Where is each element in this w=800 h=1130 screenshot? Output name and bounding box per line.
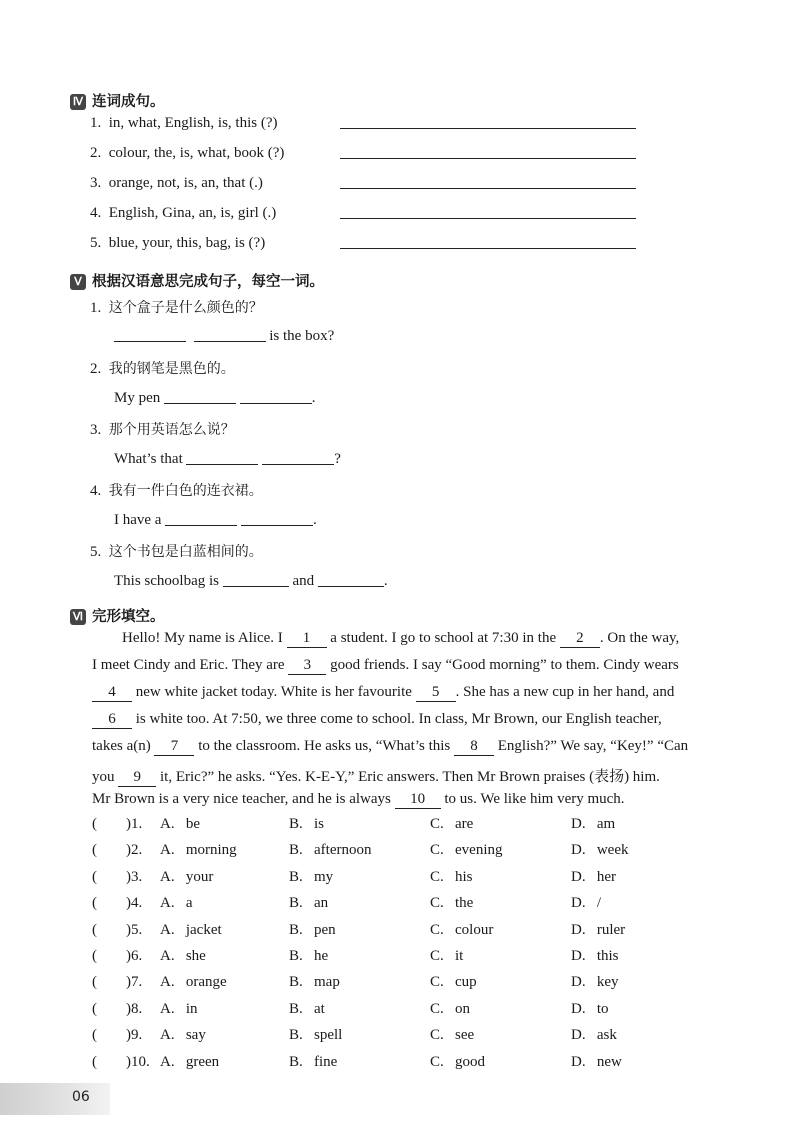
passage-text: English?” We say, “Key!” “Can — [497, 738, 689, 754]
passage-text: . She has a new cup in her hand, and — [455, 684, 675, 700]
fill-blank[interactable] — [223, 572, 289, 587]
option-letter: A. — [160, 1027, 175, 1044]
passage-text: . On the way, — [599, 630, 680, 646]
option-text: am — [596, 816, 616, 832]
option-letter: B. — [289, 974, 303, 991]
option-c[interactable] — [430, 948, 463, 965]
option-text: her — [596, 868, 616, 885]
section-5-numeral: Ⅴ — [70, 274, 86, 290]
sentence-start: I have a — [114, 512, 162, 528]
answer-line-4[interactable] — [340, 218, 636, 219]
answer-bracket[interactable]: ( — [92, 868, 97, 885]
item-text: English, Gina, an, is, girl (.) — [108, 205, 277, 221]
option-text: jacket — [185, 921, 222, 938]
option-text: / — [596, 895, 602, 912]
passage-line-4 — [92, 711, 662, 729]
item-number: 1. — [90, 300, 102, 316]
passage-text: a student. I go to school at 7:30 in the — [330, 630, 557, 646]
answer-bracket[interactable]: ( — [92, 895, 97, 912]
question-number: )5. — [126, 921, 143, 938]
question-number: )3. — [126, 868, 143, 885]
blank-7[interactable]: 7 — [154, 738, 194, 756]
option-letter: C. — [430, 868, 444, 885]
section-6-numeral: Ⅵ — [70, 609, 86, 625]
option-d[interactable] — [571, 1054, 622, 1071]
option-b[interactable] — [289, 974, 340, 991]
option-letter: D. — [571, 895, 586, 912]
passage-text: new white jacket today. White is her favourite — [135, 684, 412, 700]
blank-2[interactable]: 2 — [560, 630, 600, 648]
passage-line-3 — [92, 684, 674, 702]
item-number: 1. — [90, 115, 102, 131]
option-letter: C. — [430, 948, 444, 964]
fill-blank[interactable] — [114, 327, 186, 342]
option-text: colour — [455, 921, 494, 938]
option-letter: D. — [571, 816, 586, 832]
option-c[interactable] — [430, 869, 473, 886]
option-d[interactable] — [571, 922, 625, 939]
item-text: orange, not, is, an, that (.) — [108, 175, 263, 191]
passage-text: takes a(n) — [92, 738, 151, 754]
option-d[interactable] — [571, 948, 619, 965]
option-letter: C. — [430, 921, 444, 938]
option-letter: D. — [571, 921, 586, 938]
s4-item-3 — [90, 175, 263, 192]
answer-bracket[interactable]: ( — [92, 816, 97, 832]
option-text: is — [314, 816, 325, 832]
answer-line-1[interactable] — [340, 128, 636, 129]
option-text: his — [455, 868, 473, 885]
question-number: )4. — [126, 895, 143, 912]
fill-blank[interactable] — [262, 450, 334, 465]
option-text: on — [455, 1000, 471, 1017]
option-letter: A. — [160, 842, 175, 859]
blank-4[interactable]: 4 — [92, 684, 132, 702]
option-letter: C. — [430, 1053, 444, 1070]
option-b[interactable] — [289, 1054, 337, 1071]
answer-bracket[interactable]: ( — [92, 842, 97, 859]
option-letter: D. — [571, 842, 586, 859]
option-b[interactable] — [289, 1001, 325, 1018]
option-d[interactable] — [571, 974, 619, 991]
answer-bracket[interactable]: ( — [92, 948, 97, 964]
blank-10[interactable]: 10 — [395, 791, 441, 809]
answer-line-3[interactable] — [340, 188, 636, 189]
option-d[interactable] — [571, 1027, 617, 1044]
passage-line-6 — [92, 765, 660, 787]
answer-bracket[interactable]: ( — [92, 1053, 97, 1070]
question-number: )2. — [126, 842, 143, 859]
blank-8[interactable]: 8 — [454, 738, 494, 756]
option-c[interactable] — [430, 974, 477, 991]
fill-blank[interactable] — [186, 450, 258, 465]
option-b[interactable] — [289, 869, 333, 886]
sentence-middle: and — [292, 573, 315, 589]
answer-bracket[interactable]: ( — [92, 1000, 97, 1017]
option-a[interactable] — [160, 948, 206, 965]
s5-item-2-en — [114, 389, 316, 407]
fill-blank[interactable] — [194, 327, 266, 342]
option-letter: B. — [289, 895, 303, 912]
option-c[interactable] — [430, 1054, 485, 1071]
option-d[interactable] — [571, 895, 601, 912]
sentence-end: . — [312, 512, 317, 528]
option-text: evening — [455, 842, 503, 859]
item-number: 3. — [90, 175, 102, 191]
sentence-start: What’s that — [114, 451, 183, 467]
passage-line-7 — [92, 791, 625, 809]
option-letter: A. — [160, 816, 175, 832]
option-c[interactable] — [430, 816, 473, 833]
option-text: in — [185, 1000, 198, 1017]
option-a[interactable] — [160, 1054, 219, 1071]
option-d[interactable] — [571, 869, 616, 886]
passage-text: Hello! My name is Alice. I — [122, 630, 283, 646]
item-number: 5. — [90, 235, 102, 251]
option-c[interactable] — [430, 1001, 470, 1018]
s5-item-3-en — [114, 450, 341, 468]
option-letter: B. — [289, 816, 303, 832]
answer-bracket[interactable]: ( — [92, 921, 97, 938]
option-text: fine — [314, 1053, 338, 1070]
option-b[interactable] — [289, 816, 324, 833]
chinese-prompt: 那个用英语怎么说？ — [108, 422, 235, 438]
passage-text: to the classroom. He asks us, “What’s this — [198, 738, 451, 754]
option-text: be — [185, 816, 201, 832]
option-letter: B. — [289, 948, 303, 964]
option-b[interactable] — [289, 922, 336, 939]
option-a[interactable] — [160, 895, 193, 912]
option-a[interactable] — [160, 842, 237, 859]
footer-band — [0, 1083, 110, 1115]
option-letter: B. — [289, 842, 303, 859]
s4-item-5 — [90, 235, 265, 252]
option-text: new — [596, 1053, 622, 1070]
option-text: see — [455, 1027, 475, 1044]
option-letter: A. — [160, 895, 175, 912]
option-letter: C. — [430, 895, 444, 912]
section-5-title: 根据汉语意思完成句子，每空一词。 — [92, 274, 324, 290]
s5-item-1-en — [114, 327, 334, 345]
answer-bracket[interactable]: ( — [92, 1027, 97, 1044]
s5-item-3-cn — [90, 419, 235, 439]
s5-item-5-cn — [90, 541, 263, 561]
option-letter: D. — [571, 1027, 586, 1044]
chinese-prompt: 这个书包是白蓝相间的。 — [108, 544, 263, 560]
option-d[interactable] — [571, 842, 629, 859]
option-letter: B. — [289, 1000, 303, 1017]
option-text: my — [314, 868, 334, 885]
option-b[interactable] — [289, 895, 328, 912]
option-text: your — [185, 868, 214, 885]
blank-6[interactable]: 6 — [92, 711, 132, 729]
chinese-prompt: 我的钢笔是黑色的。 — [108, 361, 235, 377]
question-number: )1. — [126, 816, 143, 832]
question-number: )9. — [126, 1027, 143, 1044]
item-text: blue, your, this, bag, is (?) — [108, 235, 266, 251]
option-d[interactable] — [571, 1001, 609, 1018]
option-a[interactable] — [160, 816, 200, 833]
item-text: colour, the, is, what, book (?) — [108, 145, 285, 161]
blank-9[interactable]: 9 — [118, 769, 156, 787]
option-text: week — [596, 842, 629, 859]
option-text: at — [314, 1000, 325, 1017]
section-6-title: 完形填空。 — [92, 609, 165, 625]
option-text: key — [596, 974, 619, 991]
fill-blank[interactable] — [164, 389, 236, 404]
passage-text: you — [92, 769, 115, 785]
option-a[interactable] — [160, 922, 222, 939]
option-text: a — [185, 895, 193, 912]
option-text: spell — [314, 1027, 343, 1044]
fill-blank[interactable] — [241, 511, 313, 526]
option-c[interactable] — [430, 842, 503, 859]
option-c[interactable] — [430, 922, 493, 939]
option-letter: A. — [160, 974, 175, 991]
section-4-numeral: Ⅳ — [70, 94, 86, 110]
sentence-start: This schoolbag is — [114, 573, 219, 589]
fill-blank[interactable] — [318, 572, 384, 587]
option-text: to — [596, 1000, 609, 1017]
sentence-end: . — [311, 390, 316, 406]
option-letter: A. — [160, 921, 175, 938]
s4-item-1 — [90, 115, 278, 132]
s5-item-5-en — [114, 572, 388, 590]
option-letter: D. — [571, 868, 586, 885]
item-number: 4. — [90, 483, 102, 499]
passage-text: good friends. I say “Good morning” to them. Cindy wears — [330, 657, 679, 673]
option-a[interactable] — [160, 1027, 206, 1044]
answer-line-5[interactable] — [340, 248, 636, 249]
item-number: 2. — [90, 361, 102, 377]
answer-bracket[interactable]: ( — [92, 974, 97, 991]
section-4-title: 连词成句。 — [92, 94, 165, 110]
option-letter: C. — [430, 842, 444, 859]
question-number: )10. — [126, 1053, 150, 1070]
option-b[interactable] — [289, 842, 372, 859]
option-text: he — [314, 948, 329, 964]
item-number: 4. — [90, 205, 102, 221]
question-number: )8. — [126, 1000, 143, 1017]
section-6-heading — [70, 605, 165, 626]
option-letter: D. — [571, 948, 586, 964]
sentence-start: My pen — [114, 390, 161, 406]
option-letter: C. — [430, 816, 444, 832]
option-text: pen — [314, 921, 336, 938]
chinese-prompt: 这个盒子是什么颜色的？ — [108, 300, 263, 316]
option-text: she — [185, 948, 206, 964]
item-number: 2. — [90, 145, 102, 161]
option-text: ask — [596, 1027, 617, 1044]
option-c[interactable] — [430, 895, 473, 912]
option-letter: B. — [289, 921, 303, 938]
passage-text: to us. We like him very much. — [444, 791, 625, 807]
option-a[interactable] — [160, 869, 213, 886]
fill-blank[interactable] — [165, 511, 237, 526]
item-text: in, what, English, is, this (?) — [108, 115, 278, 131]
option-text: good — [455, 1053, 486, 1070]
blank-1[interactable]: 1 — [287, 630, 327, 648]
blank-3[interactable]: 3 — [288, 657, 326, 675]
passage-line-1 — [122, 630, 679, 648]
option-a[interactable] — [160, 974, 227, 991]
option-text: green — [185, 1053, 220, 1070]
option-text: orange — [185, 974, 227, 991]
option-text: afternoon — [314, 842, 372, 859]
option-letter: A. — [160, 948, 175, 964]
option-letter: D. — [571, 974, 586, 991]
sentence-end: is the box? — [269, 328, 335, 344]
option-a[interactable] — [160, 1001, 198, 1018]
section-5-heading — [70, 270, 324, 291]
section-4-heading — [70, 90, 165, 111]
s5-item-2-cn — [90, 358, 235, 378]
s5-item-1-cn — [90, 297, 263, 317]
option-text: are — [455, 816, 474, 832]
question-number: )6. — [126, 948, 143, 964]
passage-text: it, Eric?” he asks. “Yes. K-E-Y,” Eric answers. Then Mr Brown praises (表扬) him. — [160, 769, 660, 785]
sentence-end: ? — [334, 451, 341, 467]
option-letter: D. — [571, 1053, 586, 1070]
passage-text: is white too. At 7:50, we three come to school. In class, Mr Brown, our English teacher, — [135, 711, 662, 727]
option-letter: B. — [289, 1027, 303, 1044]
sentence-end: . — [383, 573, 388, 589]
question-number: )7. — [126, 974, 143, 991]
option-letter: B. — [289, 1053, 303, 1070]
s5-item-4-cn — [90, 480, 263, 500]
option-b[interactable] — [289, 948, 328, 965]
option-b[interactable] — [289, 1027, 342, 1044]
option-text: the — [455, 895, 474, 912]
option-letter: A. — [160, 868, 175, 885]
option-text: this — [596, 948, 619, 964]
option-text: morning — [185, 842, 237, 859]
passage-line-2 — [92, 657, 679, 675]
passage-text: Mr Brown is a very nice teacher, and he is always — [92, 791, 391, 807]
item-number: 3. — [90, 422, 102, 438]
passage-text: I meet Cindy and Eric. They are — [92, 657, 285, 673]
option-letter: D. — [571, 1000, 586, 1017]
option-letter: C. — [430, 974, 444, 991]
chinese-prompt: 我有一件白色的连衣裙。 — [108, 483, 263, 499]
passage-line-5 — [92, 738, 688, 756]
option-text: an — [314, 895, 329, 912]
option-c[interactable] — [430, 1027, 474, 1044]
option-letter: B. — [289, 868, 303, 885]
item-number: 5. — [90, 544, 102, 560]
option-text: cup — [455, 974, 477, 991]
page-number: 06 — [72, 1089, 90, 1105]
option-letter: C. — [430, 1027, 444, 1044]
blank-5[interactable]: 5 — [416, 684, 456, 702]
s5-item-4-en — [114, 511, 317, 529]
s4-item-4 — [90, 205, 276, 222]
option-text: ruler — [596, 921, 626, 938]
option-text: map — [314, 974, 340, 991]
option-text: it — [455, 948, 464, 964]
option-letter: C. — [430, 1000, 444, 1017]
option-d[interactable] — [571, 816, 615, 833]
option-text: say — [185, 1027, 206, 1044]
option-letter: A. — [160, 1053, 175, 1070]
answer-line-2[interactable] — [340, 158, 636, 159]
s4-item-2 — [90, 145, 284, 162]
fill-blank[interactable] — [240, 389, 312, 404]
option-letter: A. — [160, 1000, 175, 1017]
